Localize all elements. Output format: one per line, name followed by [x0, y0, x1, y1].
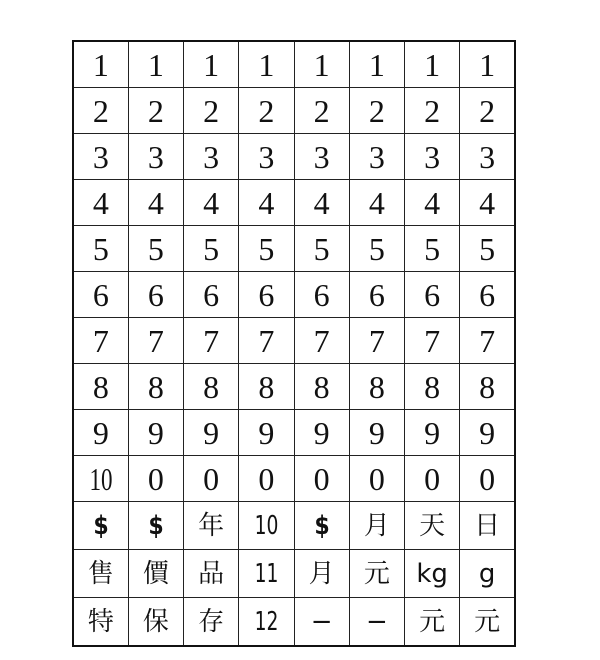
grid-cell-text: −: [310, 606, 333, 637]
grid-cell: [239, 598, 294, 647]
grid-cell-text: 6: [424, 276, 441, 313]
grid-cell: [349, 272, 404, 318]
grid-cell-text: 月: [308, 558, 335, 589]
grid-cell-text: 日: [474, 510, 501, 541]
grid-cell: [460, 456, 515, 502]
grid-cell-text: 價: [142, 558, 169, 589]
grid-cell-text: 3: [424, 138, 441, 175]
grid-cell: [294, 364, 349, 410]
grid-cell: [405, 272, 460, 318]
grid-cell: [294, 598, 349, 647]
grid-cell: [73, 364, 128, 410]
grid-cell: [239, 134, 294, 180]
grid-cell: [460, 318, 515, 364]
grid-cell: [239, 456, 294, 502]
grid-cell-text: 4: [258, 184, 275, 221]
grid-cell-text: 5: [424, 230, 441, 267]
grid-cell: [405, 456, 460, 502]
grid-cell: [184, 364, 239, 410]
grid-cell-text: 6: [313, 276, 330, 313]
grid-cell-text: 4: [479, 184, 496, 221]
grid-cell-text: 售: [87, 558, 114, 589]
grid-cell: [294, 550, 349, 598]
grid-cell-text: 3: [313, 138, 330, 175]
grid-cell-text: 3: [368, 138, 385, 175]
grid-cell-text: 7: [479, 322, 496, 359]
grid-cell: [349, 318, 404, 364]
grid-cell: [349, 502, 404, 550]
grid-cell: [184, 226, 239, 272]
grid-cell-text: 0: [368, 460, 385, 497]
grid-cell-text: 4: [424, 184, 441, 221]
grid-cell: [349, 364, 404, 410]
grid-cell-text: 9: [203, 414, 220, 451]
grid-body: [73, 41, 515, 646]
grid-cell: [405, 41, 460, 88]
grid-cell: [349, 41, 404, 88]
grid-cell: [349, 456, 404, 502]
grid-cell: [460, 550, 515, 598]
grid-row: [73, 550, 515, 598]
grid-cell-text: 0: [258, 460, 275, 497]
grid-cell-text: 6: [92, 276, 109, 313]
grid-cell: [128, 88, 183, 134]
grid-cell: [184, 456, 239, 502]
grid-row: [73, 598, 515, 647]
grid-cell: [73, 502, 128, 550]
grid-cell-text: 年: [198, 510, 225, 541]
grid-cell: [128, 364, 183, 410]
grid-cell: [184, 88, 239, 134]
grid-cell: [405, 550, 460, 598]
grid-cell-text: 7: [313, 322, 330, 359]
grid-cell-text: 0: [203, 460, 220, 497]
grid-cell: [294, 180, 349, 226]
grid-cell-text: 5: [313, 230, 330, 267]
grid-cell-text: 1: [479, 46, 496, 83]
grid-cell-text: 10: [89, 460, 113, 497]
grid-cell: [184, 41, 239, 88]
grid-cell-text: 6: [147, 276, 164, 313]
grid-row: [73, 410, 515, 456]
grid-cell: [460, 272, 515, 318]
grid-row: [73, 88, 515, 134]
grid-cell-text: 元: [419, 606, 446, 637]
grid-cell: [294, 410, 349, 456]
grid-cell: [73, 598, 128, 647]
grid-cell-text: 3: [147, 138, 164, 175]
grid-cell: [294, 272, 349, 318]
grid-cell: [294, 502, 349, 550]
grid-cell-text: 2: [203, 92, 220, 129]
grid-cell-text: 7: [92, 322, 109, 359]
grid-cell: [239, 502, 294, 550]
grid-cell: [460, 134, 515, 180]
grid-cell-text: 1: [92, 46, 109, 83]
grid-cell: [460, 180, 515, 226]
grid-cell: [128, 41, 183, 88]
grid-cell-text: −: [365, 606, 388, 637]
grid-cell-text: 3: [92, 138, 109, 175]
grid-cell-text: 8: [147, 368, 164, 405]
grid-row: [73, 502, 515, 550]
grid-cell: [405, 410, 460, 456]
grid-cell-text: 4: [203, 184, 220, 221]
grid-cell-text: 3: [479, 138, 496, 175]
grid-cell: [349, 598, 404, 647]
grid-cell: [294, 41, 349, 88]
grid-cell-text: 8: [313, 368, 330, 405]
grid-cell-text: 0: [313, 460, 330, 497]
grid-row: [73, 41, 515, 88]
grid-cell-text: 2: [479, 92, 496, 129]
grid-cell: [73, 226, 128, 272]
grid-cell: [405, 598, 460, 647]
grid-cell-text: $: [313, 510, 330, 541]
grid-cell-text: 5: [203, 230, 220, 267]
grid-cell-text: 特: [87, 606, 114, 637]
grid-cell: [128, 134, 183, 180]
grid-cell-text: 9: [313, 414, 330, 451]
grid-cell: [349, 410, 404, 456]
grid-cell: [405, 318, 460, 364]
grid-cell: [73, 180, 128, 226]
grid-cell: [405, 502, 460, 550]
grid-cell-text: 1: [203, 46, 220, 83]
grid-cell-text: $: [148, 510, 164, 541]
grid-cell-text: 0: [479, 460, 496, 497]
grid-cell-text: 9: [258, 414, 275, 451]
grid-cell-text: 7: [203, 322, 220, 359]
grid-cell-text: 9: [368, 414, 385, 451]
grid-cell-text: 5: [368, 230, 385, 267]
grid-row: [73, 318, 515, 364]
grid-cell-text: 2: [92, 92, 109, 129]
grid-cell: [184, 134, 239, 180]
grid-cell-text: 0: [424, 460, 441, 497]
grid-cell: [405, 364, 460, 410]
grid-cell: [239, 410, 294, 456]
grid-cell: [128, 410, 183, 456]
grid-cell-text: 8: [92, 368, 109, 405]
grid-cell-text: 品: [198, 558, 225, 589]
grid-cell: [239, 272, 294, 318]
grid-cell-text: $: [93, 510, 109, 541]
grid-cell: [349, 88, 404, 134]
grid-cell-text: 元: [363, 558, 390, 589]
grid-cell: [184, 502, 239, 550]
grid-cell-text: 保: [142, 606, 169, 637]
grid-cell: [73, 410, 128, 456]
grid-cell: [128, 318, 183, 364]
grid-cell-text: 8: [368, 368, 385, 405]
grid-cell-text: 1: [313, 46, 330, 83]
grid-cell: [128, 456, 183, 502]
character-grid: [72, 40, 516, 647]
grid-cell-text: 8: [258, 368, 275, 405]
grid-cell-text: g: [478, 558, 496, 589]
grid-cell-text: 6: [479, 276, 496, 313]
grid-cell-text: 6: [203, 276, 220, 313]
grid-cell-text: 5: [479, 230, 496, 267]
grid-cell-text: 11: [254, 558, 279, 589]
grid-cell: [349, 226, 404, 272]
grid-row: [73, 456, 515, 502]
grid-cell-text: 1: [258, 46, 275, 83]
grid-cell-text: 5: [92, 230, 109, 267]
grid-cell: [184, 410, 239, 456]
grid-cell-text: 9: [479, 414, 496, 451]
grid-cell: [349, 134, 404, 180]
grid-cell: [460, 226, 515, 272]
grid-cell-text: 3: [258, 138, 275, 175]
grid-cell: [460, 41, 515, 88]
grid-cell-text: 9: [147, 414, 164, 451]
grid-cell-text: 元: [474, 606, 501, 637]
grid-cell: [405, 134, 460, 180]
grid-cell-text: 7: [424, 322, 441, 359]
grid-cell: [294, 456, 349, 502]
grid-cell: [460, 598, 515, 647]
grid-cell: [239, 41, 294, 88]
grid-cell: [73, 134, 128, 180]
grid-cell: [239, 226, 294, 272]
grid-cell-text: 9: [424, 414, 441, 451]
grid-cell-text: 5: [147, 230, 164, 267]
grid-cell-text: 存: [198, 606, 225, 637]
grid-cell-text: 8: [479, 368, 496, 405]
grid-cell-text: 1: [424, 46, 441, 83]
grid-row: [73, 134, 515, 180]
grid-cell-text: 5: [258, 230, 275, 267]
grid-cell: [73, 550, 128, 598]
grid-cell: [73, 41, 128, 88]
grid-cell: [405, 180, 460, 226]
grid-cell: [239, 88, 294, 134]
grid-cell-text: 4: [92, 184, 109, 221]
grid-row: [73, 364, 515, 410]
grid-cell-text: 4: [368, 184, 385, 221]
grid-cell: [239, 180, 294, 226]
grid-cell: [239, 550, 294, 598]
grid-cell: [405, 88, 460, 134]
grid-cell-text: 4: [147, 184, 164, 221]
grid-cell: [128, 502, 183, 550]
grid-cell: [184, 550, 239, 598]
grid-cell: [460, 88, 515, 134]
grid-cell: [349, 180, 404, 226]
grid-cell-text: 天: [419, 510, 446, 541]
grid-cell-text: 2: [424, 92, 441, 129]
grid-row: [73, 226, 515, 272]
grid-cell: [294, 134, 349, 180]
grid-cell: [239, 364, 294, 410]
grid-cell-text: kg: [416, 558, 448, 589]
grid-cell: [184, 180, 239, 226]
grid-cell-text: 6: [368, 276, 385, 313]
grid-cell-text: 月: [363, 510, 390, 541]
grid-cell-text: 8: [424, 368, 441, 405]
grid-cell: [294, 226, 349, 272]
grid-row: [73, 272, 515, 318]
grid-cell-text: 2: [313, 92, 330, 129]
grid-cell: [73, 272, 128, 318]
grid-cell-text: 9: [92, 414, 109, 451]
grid-row: [73, 180, 515, 226]
grid-cell-text: 10: [254, 510, 279, 541]
grid-cell: [460, 410, 515, 456]
grid-cell-text: 7: [147, 322, 164, 359]
grid-cell: [128, 598, 183, 647]
grid-cell: [73, 318, 128, 364]
grid-cell: [128, 226, 183, 272]
grid-cell: [294, 318, 349, 364]
grid-cell: [460, 502, 515, 550]
grid-cell: [460, 364, 515, 410]
grid-cell-text: 3: [203, 138, 220, 175]
grid-cell-text: 0: [147, 460, 164, 497]
grid-cell: [73, 88, 128, 134]
grid-cell: [184, 318, 239, 364]
grid-cell: [128, 180, 183, 226]
grid-cell-text: 8: [203, 368, 220, 405]
grid-cell: [349, 550, 404, 598]
grid-cell: [128, 272, 183, 318]
grid-cell: [128, 550, 183, 598]
grid-cell-text: 4: [313, 184, 330, 221]
grid-cell: [184, 598, 239, 647]
grid-cell: [405, 226, 460, 272]
grid-cell-text: 2: [258, 92, 275, 129]
grid-cell-text: 7: [258, 322, 275, 359]
grid-cell-text: 1: [368, 46, 385, 83]
grid-cell-text: 7: [368, 322, 385, 359]
grid-cell: [239, 318, 294, 364]
grid-cell-text: 12: [254, 606, 279, 637]
grid-cell-text: 1: [147, 46, 164, 83]
grid-cell-text: 2: [147, 92, 164, 129]
grid-cell: [294, 88, 349, 134]
grid-cell-text: 2: [368, 92, 385, 129]
grid-cell-text: 6: [258, 276, 275, 313]
grid-cell: [73, 456, 128, 502]
grid-cell: [184, 272, 239, 318]
